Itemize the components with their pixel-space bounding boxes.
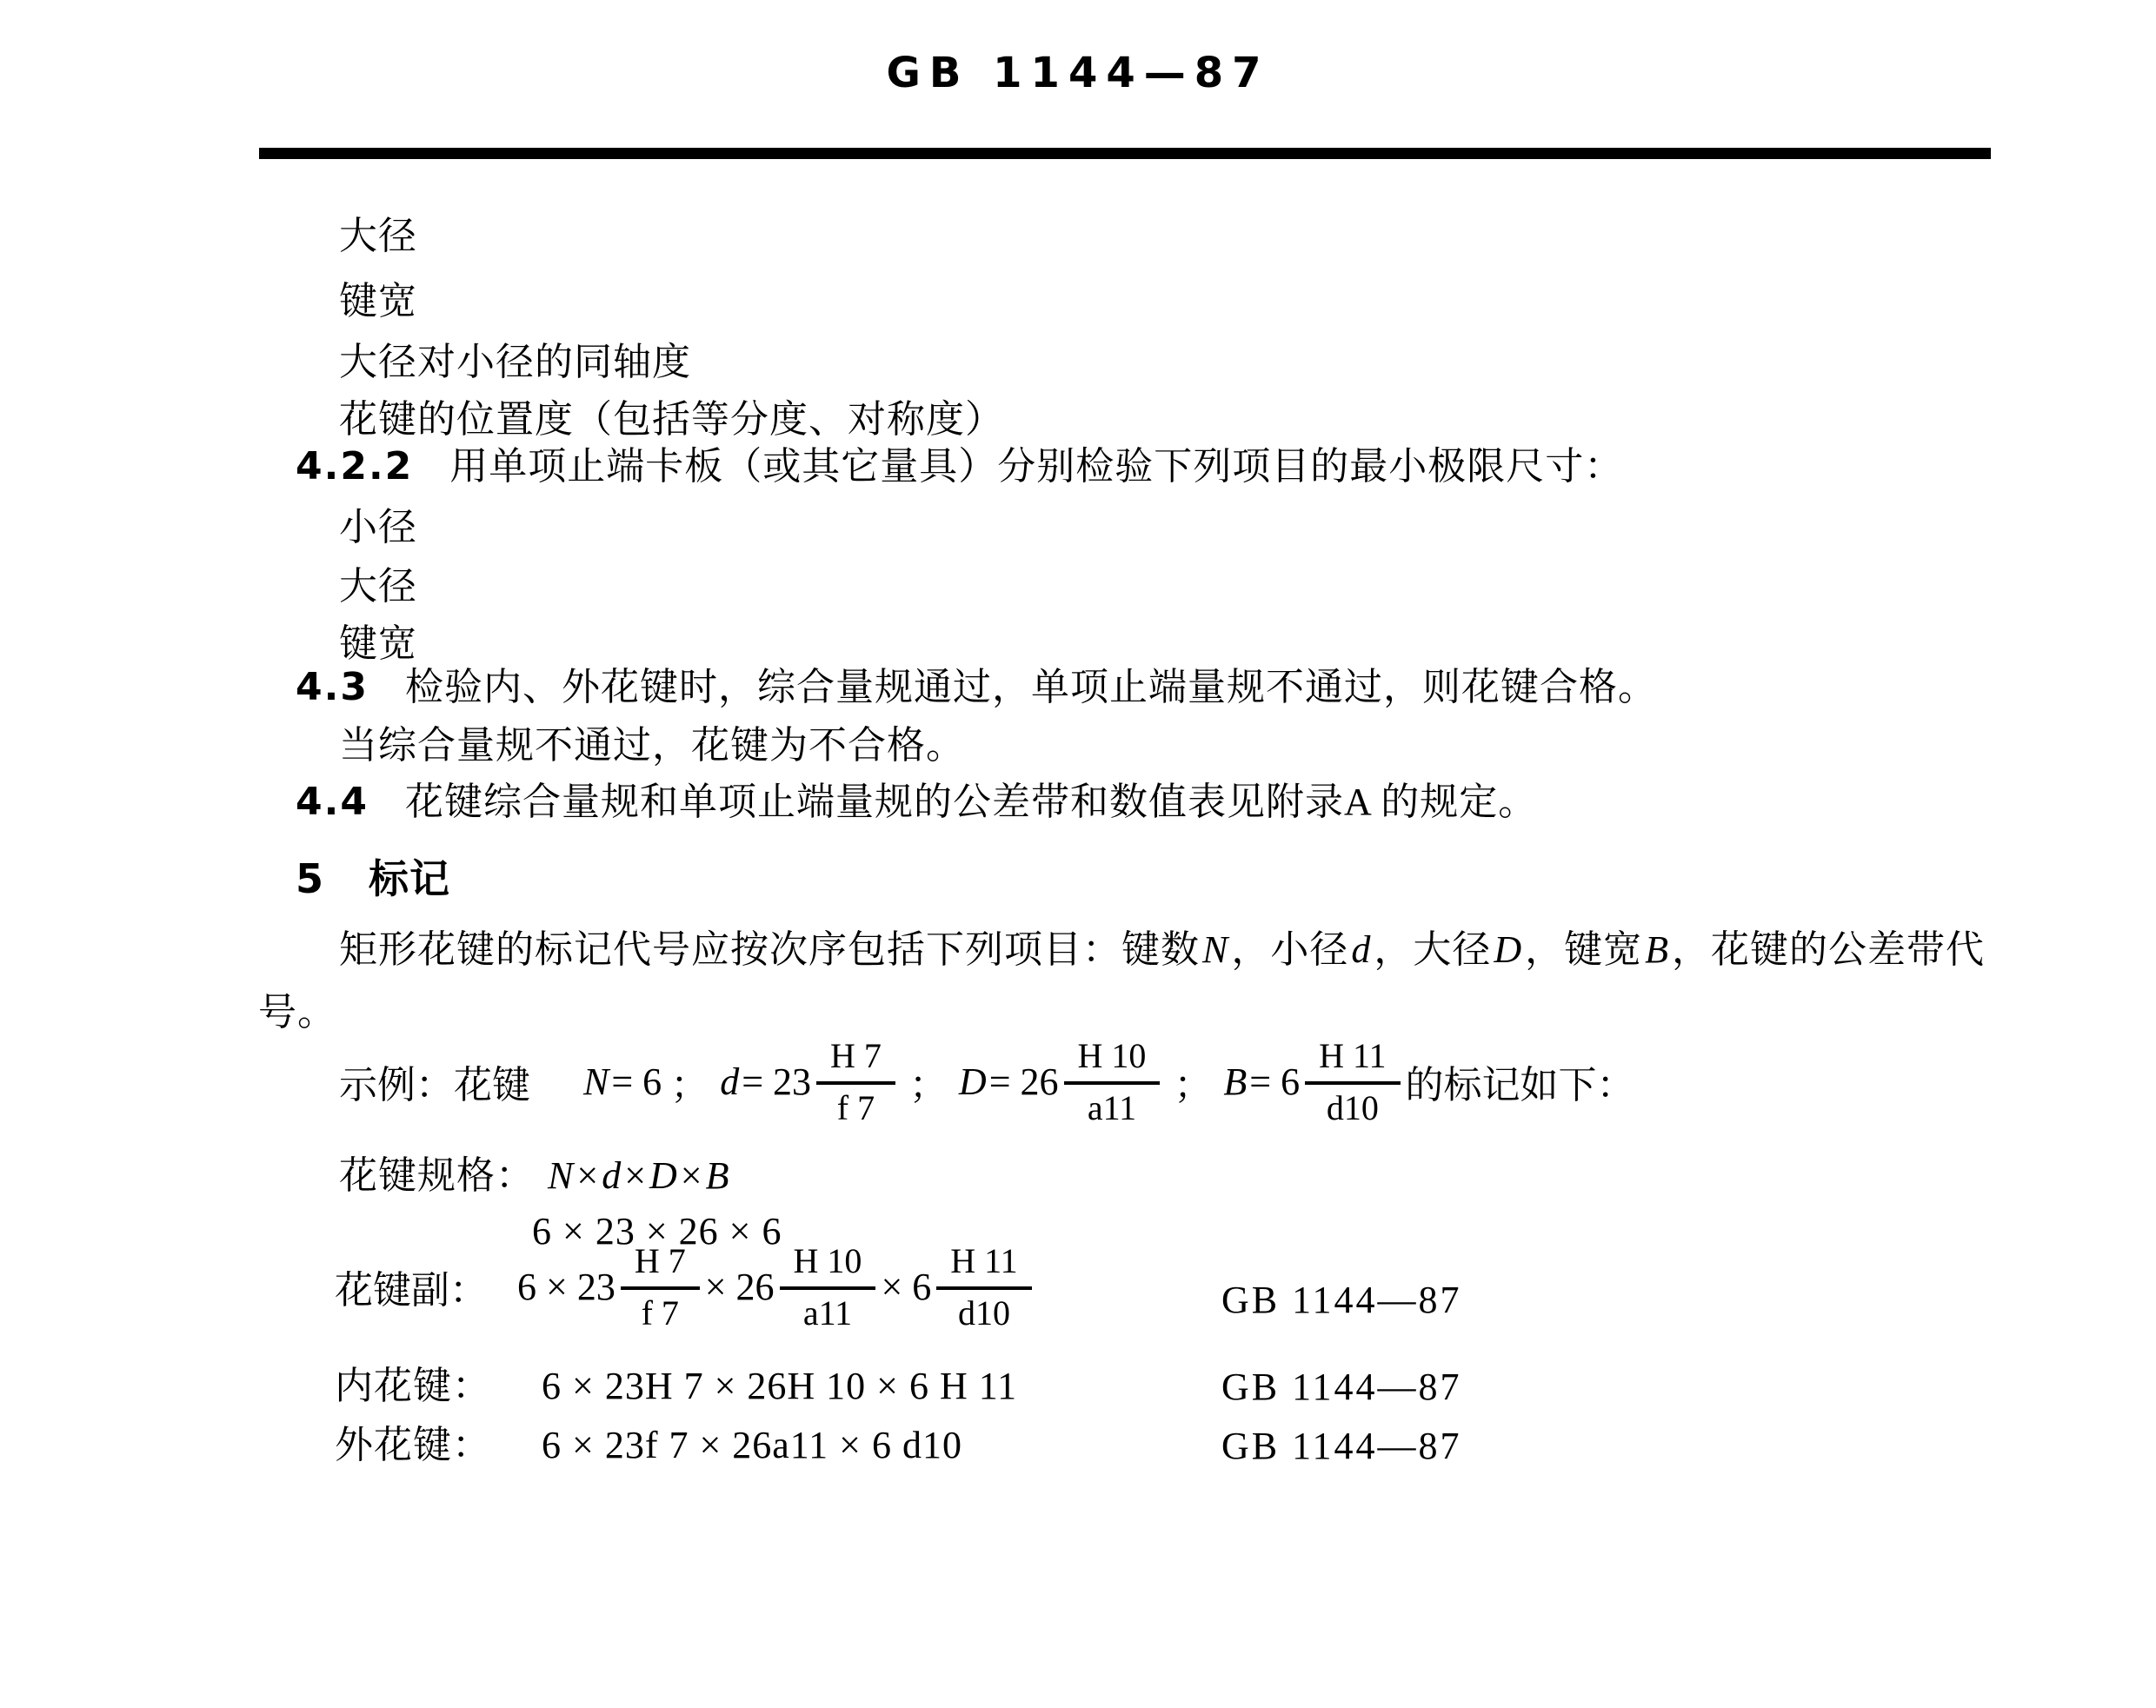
clause-4-4-number: 4.4 [296,780,369,824]
spline-spec-line [339,1154,733,1199]
var-D: D [1494,928,1523,971]
spec-var-N: N [548,1154,575,1197]
tolerance-fraction-D [1064,1036,1161,1126]
clause-4-2-2 [296,445,1623,489]
example-var-D: D [958,1060,987,1103]
internal-spline-line [335,1365,1017,1409]
para-text-3: ，大径 [1374,928,1492,971]
external-spline-line [335,1424,962,1468]
example-val-B: = 6 [1249,1060,1301,1103]
spec-var-D: D [649,1154,678,1197]
example-val-d: = 23 [742,1060,812,1103]
assembly-mid-2: × 6 [881,1265,932,1308]
spec-times-1: × [576,1154,600,1197]
example-val-D: = 26 [988,1060,1059,1103]
var-d: d [1351,928,1372,971]
example-sep-2: ； [908,1064,948,1107]
item-major-diameter-2: 大径 [339,565,417,608]
item-position-degree: 花键的位置度（包括等分度、对称度） [339,398,1004,441]
internal-formula: 6 × 23H 7 × 26H 10 × 6 H 11 [542,1365,1018,1407]
tolerance-fraction-B [1305,1036,1400,1126]
example-sep-1: ； [670,1064,709,1107]
spec-times-2: × [624,1154,648,1197]
example-label: 示例：花键 [339,1064,530,1107]
assembly-mid-1: × 26 [704,1265,775,1308]
assembly-designation-line [335,1241,1037,1332]
item-coaxiality: 大径对小径的同轴度 [339,341,691,383]
external-formula: 6 × 23f 7 × 26a11 × 6 d10 [542,1424,962,1466]
clause-4-3 [296,666,1657,710]
item-minor-diameter: 小径 [339,506,417,548]
example-suffix: 的标记如下： [1405,1064,1635,1107]
item-key-width: 键宽 [339,280,417,322]
header-rule [259,148,1991,159]
section-5-heading [296,856,450,902]
clause-4-3-text: 检验内、外花键时，综合量规通过，单项止端量规不通过，则花键合格。 [404,666,1657,708]
tolerance-fraction-B [936,1241,1031,1332]
example-var-N: N [583,1060,609,1103]
clause-4-4 [296,781,1537,825]
fraction-numerator: H 10 [1064,1036,1161,1085]
spec-numeric-line: 6 × 23 × 26 × 6 [532,1210,782,1253]
para-text-1: 矩形花键的标记代号应按次序包括下列项目：键数 [339,928,1200,971]
section-5-title: 标记 [369,855,451,902]
assembly-gb-ref: GB 1144—87 [1221,1279,1462,1321]
para-text-4: ，键宽 [1525,928,1643,971]
fraction-numerator: H 11 [936,1241,1031,1290]
fraction-denominator: d10 [1326,1088,1379,1127]
designation-paragraph-line1 [339,928,1985,973]
assembly-pre: 6 × 23 [517,1265,616,1308]
assembly-label: 花键副： [335,1269,488,1312]
var-B: B [1645,928,1670,971]
example-sep-3: ； [1174,1064,1213,1107]
spec-var-d: d [602,1154,622,1197]
standard-number-header: GB 1144—87 [886,49,1270,97]
clause-4-3-number: 4.3 [296,665,369,709]
spec-times-3: × [680,1154,703,1197]
example-line [339,1036,1635,1126]
clause-4-2-2-number: 4.2.2 [296,444,414,488]
fraction-denominator: f 7 [641,1293,679,1333]
tolerance-fraction-d [816,1036,895,1126]
fraction-denominator: a11 [802,1293,853,1333]
clause-4-3-continuation: 当综合量规不通过，花键为不合格。 [339,724,965,767]
para-text-5: ，花键的公差带代 [1672,928,1986,971]
spec-var-B: B [705,1154,730,1197]
fraction-numerator: H 10 [780,1241,876,1290]
fraction-denominator: d10 [957,1293,1010,1333]
clause-4-4-text: 花键综合量规和单项止端量规的公差带和数值表见附录A 的规定。 [404,781,1538,823]
example-val-N: = 6 [611,1060,662,1103]
external-gb-ref: GB 1144—87 [1221,1425,1462,1467]
designation-paragraph-line2: 号。 [258,991,336,1033]
fraction-denominator: a11 [1087,1088,1137,1127]
fraction-denominator: f 7 [836,1088,875,1127]
item-major-diameter: 大径 [339,215,417,257]
var-N: N [1202,928,1229,971]
tolerance-fraction-d [621,1241,700,1332]
internal-label: 内花键： [335,1365,491,1407]
spec-label: 花键规格： [339,1154,535,1197]
fraction-numerator: H 7 [621,1241,700,1290]
internal-gb-ref: GB 1144—87 [1221,1366,1462,1408]
section-5-number: 5 [296,855,326,902]
item-key-width-2: 键宽 [339,622,417,665]
example-var-d: d [720,1060,740,1103]
para-text-2: ，小径 [1231,928,1349,971]
external-label: 外花键： [335,1424,491,1466]
tolerance-fraction-D [780,1241,876,1332]
clause-4-2-2-text: 用单项止端卡板（或其它量具）分别检验下列项目的最小极限尺寸： [449,445,1624,488]
example-var-B: B [1223,1060,1248,1103]
fraction-numerator: H 7 [816,1036,895,1085]
fraction-numerator: H 11 [1305,1036,1400,1085]
